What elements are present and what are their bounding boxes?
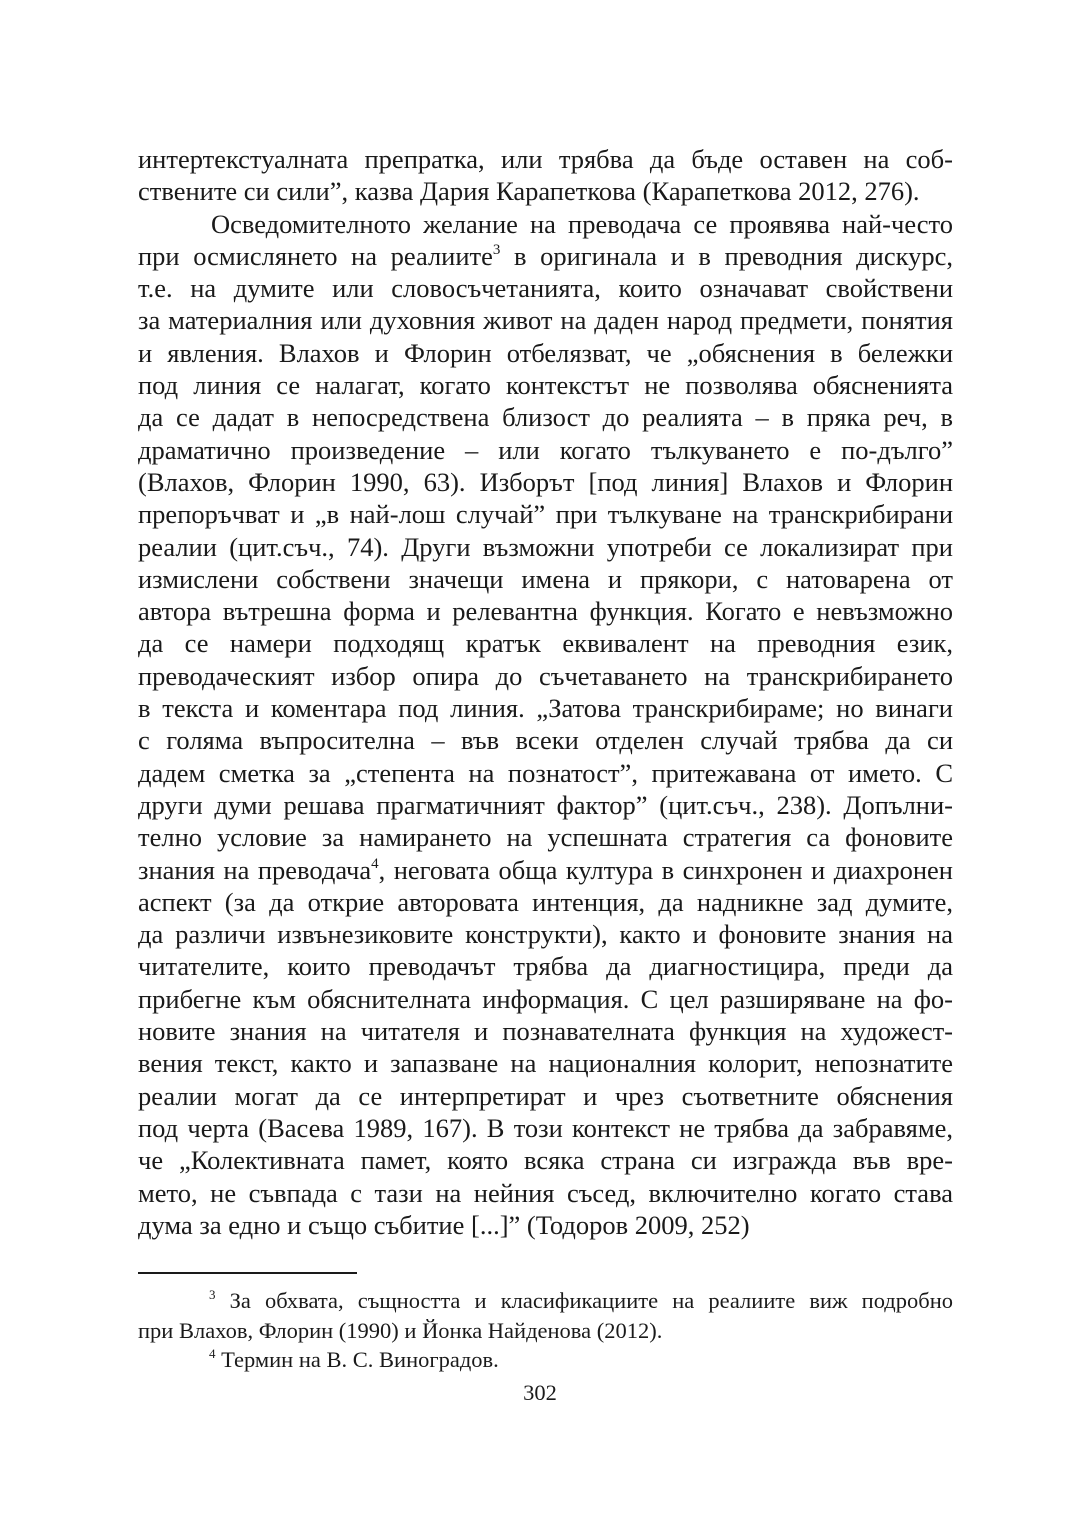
body-line: ствените си сили”, казва Дария Карапеткова (Карапеткова 2012, 276). — [138, 176, 920, 207]
body-text-segment: в оригинала и в преводния дискурс, — [513, 240, 953, 271]
footnote-3-continuation: при Влахов, Флорин (1990) и Йонка Найденова (2012). — [138, 1317, 663, 1343]
body-line: измислени собствени значещи имена и прякори, с натоварена от — [138, 563, 953, 594]
footnote-ref-3[interactable]: 3 — [492, 241, 501, 258]
body-line: интертекстуалната препратка, или трябва да бъде оставен на соб- — [138, 144, 953, 174]
body-line: новите знания на читателя и познавателната функция на художест- — [138, 1016, 953, 1047]
footnote-3-text: За обхвата, същността и класификациите на реалиите виж подробно — [215, 1288, 953, 1313]
body-line: драматично произведение – или когато тълкуването е по-дълго” — [138, 434, 953, 465]
body-line: Осведомителното желание на преводача се проявява най-често — [211, 208, 953, 239]
body-line: под линия се налагат, когато контекстът не позволява обясненията — [138, 370, 953, 401]
footnote-ref-4[interactable]: 4 — [371, 855, 379, 872]
footnotes — [138, 1286, 953, 1375]
body-line: прибегне към обяснителната информация. С цел разширяване на фо- — [138, 983, 953, 1014]
body-line: реалии могат да се интерпретират и чрез съответните обяснения — [138, 1080, 953, 1111]
body-line: че „Колективната памет, която всяка страна си изгражда във вре- — [138, 1145, 953, 1176]
body-line: преводаческият избор опира до съчетаването на транскрибирането — [138, 660, 953, 691]
body-text-segment: , неговата обща култура в синхронен и диахронен — [378, 854, 953, 885]
footnote-4 — [138, 1345, 953, 1375]
body-line: с голяма въпросителна – във всеки отделен случай трябва да си — [138, 725, 953, 756]
body-line: дадем сметка за „степента на познатост”, притежавана от името. С — [138, 757, 953, 788]
body-line: читателите, които преводачът трябва да диагностицира, преди да — [138, 951, 953, 982]
body-line: да различи извънезиковите конструкти), както и фоновите знания на — [138, 919, 953, 950]
body-line: и явления. Влахов и Флорин отбелязват, че „обяснения в бележки — [138, 337, 953, 368]
footnote-separator — [138, 1272, 357, 1274]
footnote-3-marker: 3 — [209, 1287, 216, 1302]
body-line: в текста и коментара под линия. „Затова транскрибираме; но винаги — [138, 693, 953, 724]
body-line: реалии (цит.съч., 74). Други възможни употреби се локализират при — [138, 531, 953, 562]
body-line: за материалния или духовния живот на даден народ предмети, понятия — [138, 305, 953, 336]
body-line — [138, 854, 953, 886]
body-line: аспект (за да открие авторовата интенция, да надникне зад думите, — [138, 886, 953, 917]
body-line: (Влахов, Флорин 1990, 63). Изборът [под линия] Влахов и Флорин — [138, 466, 953, 497]
page-number: 302 — [523, 1380, 557, 1405]
body-text-segment: знания на преводача — [138, 854, 372, 885]
body-line: под черта (Васева 1989, 167). В този контекст не трябва да забравяме, — [138, 1112, 953, 1143]
body-line: други думи решава прагматичният фактор” (цит.съч., 238). Допълни- — [138, 789, 953, 820]
body-line: дума за едно и също събитие [...]” (Тодоров 2009, 252) — [138, 1209, 750, 1240]
body-line — [138, 240, 953, 272]
footnote-4-text: Термин на В. С. Виноградов. — [215, 1347, 499, 1372]
body-text — [138, 143, 953, 1241]
footnote-3 — [138, 1286, 953, 1316]
body-line: да се дадат в непосредствена близост до реалията – в пряка реч, в — [138, 402, 953, 433]
body-line: автора вътрешна форма и релевантна функция. Когато е невъзможно — [138, 596, 953, 627]
body-line: мето, не съвпада с тази на нейния съсед, включително когато става — [138, 1177, 953, 1208]
footnote-4-marker: 4 — [209, 1346, 216, 1361]
body-text-segment: при осмислянето на реалиите — [138, 240, 493, 271]
body-line: препоръчват и „в най-лош случай” при тълкуване на транскрибирани — [138, 499, 953, 530]
body-line: т.е. на думите или словосъчетанията, които означават свойствени — [138, 273, 953, 304]
body-line: да се намери подходящ кратък еквивалент на преводния език, — [138, 628, 953, 659]
body-line: телно условие за намирането на успешната стратегия са фоновите — [138, 822, 953, 853]
body-line: вения текст, както и запазване на националния колорит, непознатите — [138, 1048, 953, 1079]
